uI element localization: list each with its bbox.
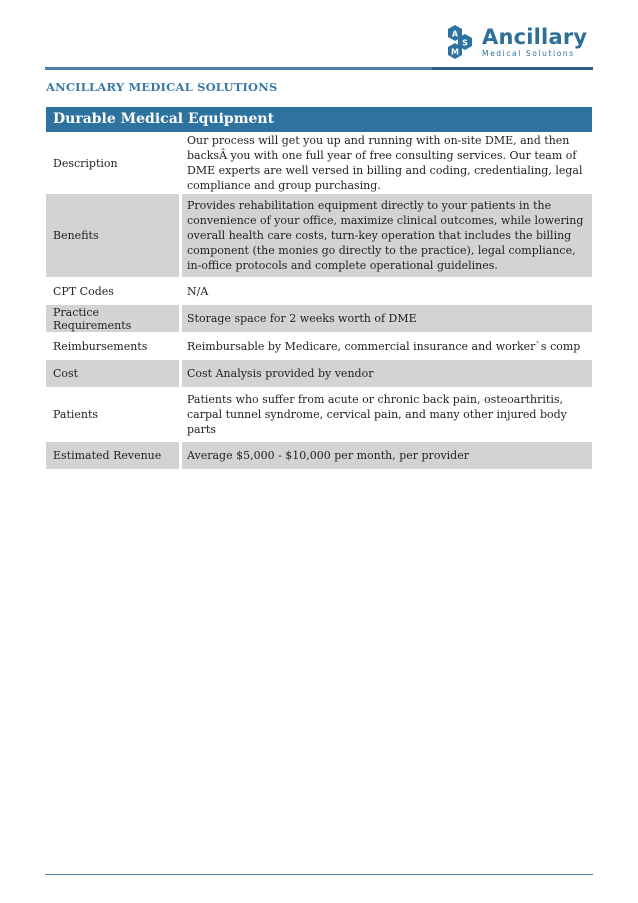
logo-mark-letter-s: S — [462, 38, 468, 48]
logo-mark-icon — [446, 24, 482, 60]
table-row-description — [46, 132, 592, 194]
logo-subtitle: Medical Solutions — [482, 49, 575, 58]
row-value: Our process will get you up and running with on-site DME, and then backsÂ you with one full year of free consulting services. Our team of DME experts are well versed in billing and coding, credentialing, legal compliance and group purchasing. — [187, 134, 583, 192]
row-label: Benefits — [46, 194, 182, 277]
table-row-reimbursements — [46, 332, 592, 360]
company-heading: ANCILLARY MEDICAL SOLUTIONS — [46, 80, 278, 94]
row-value: N/A — [187, 284, 209, 298]
table-row-estimated-revenue — [46, 442, 592, 469]
row-label: Cost — [46, 360, 182, 387]
logo-mark-letter-m: M — [451, 47, 459, 57]
row-label: Practice Requirements — [46, 305, 182, 332]
row-value: Reimbursable by Medicare, commercial insurance and worker`s comp — [187, 339, 581, 353]
table-row-practice-requirements — [46, 305, 592, 332]
equipment-table — [46, 107, 592, 469]
row-label: Reimbursements — [46, 332, 182, 360]
row-label: Description — [46, 132, 182, 194]
row-label: CPT Codes — [46, 277, 182, 305]
header-rule-accent — [432, 67, 593, 70]
table-row-cpt-codes — [46, 277, 592, 305]
row-label: Patients — [46, 387, 182, 442]
row-value: Average $5,000 - $10,000 per month, per provider — [187, 449, 469, 462]
table-row-benefits — [46, 194, 592, 277]
row-value: Cost Analysis provided by vendor — [187, 367, 374, 380]
row-value: Provides rehabilitation equipment directly to your patients in the convenience of your office, maximize clinical outcomes, while lowering overall health care costs, turn-key operation that includes the billing component (the monies go directly to the practice), legal compliance, in-office protocols and complete operational guidelines. — [187, 199, 584, 272]
logo-mark-letter-a: A — [451, 29, 459, 39]
table-row-patients — [46, 387, 592, 442]
table-row-cost — [46, 360, 592, 387]
row-value: Storage space for 2 weeks worth of DME — [187, 312, 417, 325]
row-value: Patients who suffer from acute or chronic back pain, osteoarthritis, carpal tunnel syndrome, cervical pain, and many other injured body parts — [187, 393, 567, 436]
footer-rule — [45, 874, 593, 875]
logo-name: Ancillary — [482, 25, 588, 49]
row-label: Estimated Revenue — [46, 442, 182, 469]
company-logo — [446, 24, 586, 60]
table-title: Durable Medical Equipment — [46, 107, 592, 132]
